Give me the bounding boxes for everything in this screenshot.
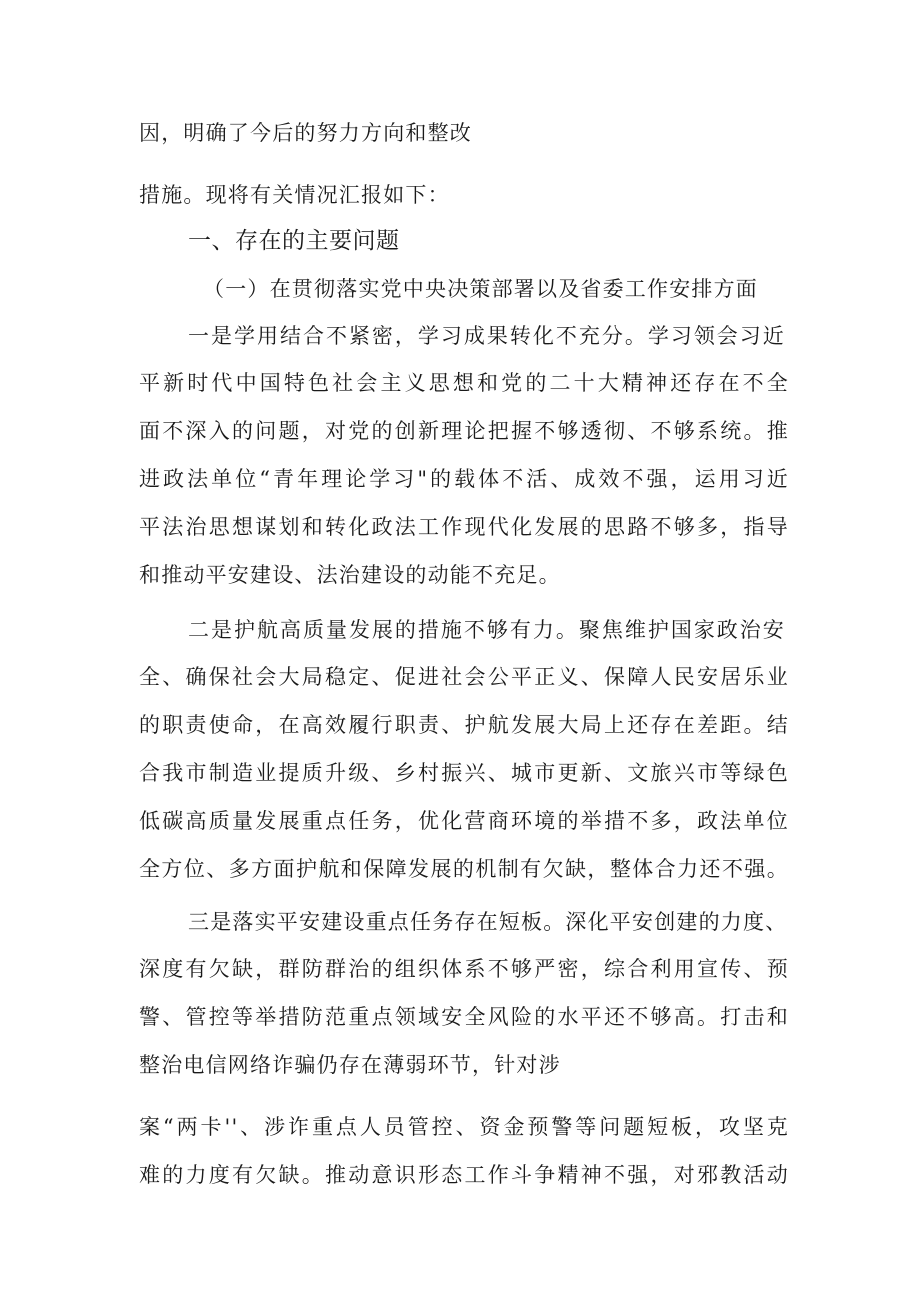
paragraph-line: 难的力度有欠缺。推动意识形态工作斗争精神不强，对邪教活动 [139, 1163, 789, 1187]
paragraph-line: 一是学用结合不紧密，学习成果转化不充分。学习领会习近 [188, 324, 785, 348]
subsection-heading: （一）在贯彻落实党中央决策部署以及省委工作安排方面 [203, 277, 758, 301]
paragraph-line: 全方位、多方面护航和保障发展的机制有欠缺，整体合力还不强。 [139, 857, 789, 881]
paragraph-line: 的职责使命，在高效履行职责、护航发展大局上还存在差距。结 [139, 713, 789, 737]
paragraph-line: 二是护航高质量发展的措施不够有力。聚焦维护国家政治安 [188, 618, 785, 642]
text-line: 因，明确了今后的努力方向和整改 [139, 121, 472, 145]
paragraph-line: 进政法单位“青年理论学习"的载体不活、成效不强，运用习近 [139, 467, 789, 491]
paragraph-line: 低碳高质量发展重点任务，优化营商环境的举措不多，政法单位 [139, 809, 789, 833]
paragraph-line: 和推动平安建设、法治建设的动能不充足。 [139, 563, 561, 587]
section-heading: 一、存在的主要问题 [188, 228, 400, 254]
paragraph-line: 警、管控等举措防范重点领域安全风险的水平还不够高。打击和 [139, 1005, 789, 1029]
paragraph-line: 整治电信网络诈骗仍存在薄弱环节，针对涉 [139, 1053, 561, 1077]
paragraph-line: 案“两卡''、涉诈重点人员管控、资金预警等问题短板，攻坚克 [139, 1115, 789, 1139]
paragraph-line: 面不深入的问题，对党的创新理论把握不够透彻、不够系统。推 [139, 419, 789, 443]
paragraph-line: 合我市制造业提质升级、乡村振兴、城市更新、文旅兴市等绿色 [139, 761, 789, 785]
paragraph-line: 全、确保社会大局稳定、促进社会公平正义、保障人民安居乐业 [139, 665, 789, 689]
paragraph-line: 三是落实平安建设重点任务存在短板。深化平安创建的力度、 [188, 910, 788, 934]
paragraph-line: 平新时代中国特色社会主义思想和党的二十大精神还存在不全 [139, 371, 789, 395]
paragraph-line: 深度有欠缺，群防群治的组织体系不够严密，综合利用宣传、预 [139, 957, 789, 981]
paragraph-line: 平法治思想谋划和转化政法工作现代化发展的思路不够多，指导 [139, 515, 789, 539]
text-line: 措施。现将有关情况汇报如下： [139, 183, 450, 207]
